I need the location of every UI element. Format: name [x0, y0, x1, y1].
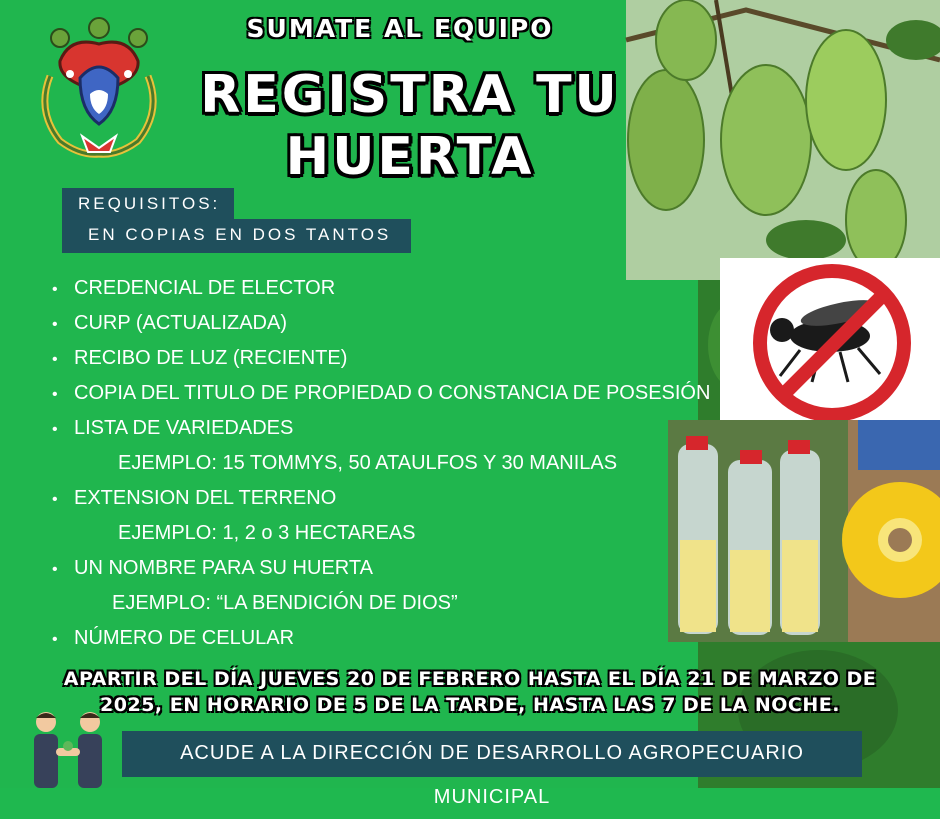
list-item: [52, 307, 702, 342]
list-item: [52, 412, 702, 447]
list-item-text: CURP (ACTUALIZADA): [74, 312, 287, 334]
bullet: •: [52, 491, 58, 508]
title-line-1: REGISTRA TU: [200, 65, 620, 125]
requirements-subheading: EN COPIAS EN DOS TANTOS: [62, 219, 411, 253]
list-item: [52, 622, 702, 657]
requirements-label: [62, 188, 411, 253]
municipal-emblem-icon: [30, 16, 168, 164]
list-item-text: LISTA DE VARIEDADES: [74, 417, 294, 439]
list-item: [52, 342, 702, 377]
requirements-list: [52, 272, 711, 657]
dates-line-1: APARTIR DEL DÍA JUEVES 20 DE FEBRERO HASTA EL DÍA 21 DE MARZO DE: [63, 668, 877, 690]
list-item-text: EXTENSION DEL TERRENO: [74, 487, 337, 509]
bullet: •: [52, 386, 58, 403]
mango-photo: [626, 0, 940, 280]
bullet: •: [52, 316, 58, 333]
list-item: [52, 552, 702, 587]
requirements-heading: REQUISITOS:: [62, 188, 234, 219]
list-item-text: COPIA DEL TITULO DE PROPIEDAD O CONSTANCIA DE POSESIÓN: [74, 382, 711, 404]
list-item-text: RECIBO DE LUZ (RECIENTE): [74, 347, 348, 369]
handshake-people-icon: [26, 708, 112, 788]
no-fly-sign-icon: [720, 258, 940, 428]
list-item-text: CREDENCIAL DE ELECTOR: [74, 277, 336, 299]
list-item: [52, 482, 702, 517]
registration-dates: [30, 666, 910, 718]
list-item-text: NÚMERO DE CELULAR: [74, 627, 295, 649]
fruit-fly-traps-photo: [668, 420, 940, 642]
bullet: •: [52, 351, 58, 368]
bullet: •: [52, 281, 58, 298]
list-example: EJEMPLO: “LA BENDICIÓN DE DIOS”: [112, 592, 458, 614]
cta-banner: ACUDE A LA DIRECCIÓN DE DESARROLLO AGROPECUARIO MUNICIPAL: [122, 731, 862, 777]
list-example: EJEMPLO: 1, 2 o 3 HECTAREAS: [118, 522, 416, 544]
bullet: •: [52, 631, 58, 648]
list-item: [52, 272, 702, 307]
bullet: •: [52, 421, 58, 438]
list-item: [52, 377, 711, 412]
title-line-2: HUERTA: [285, 127, 535, 187]
dates-line-2: 2025, EN HORARIO DE 5 DE LA TARDE, HASTA LAS 7 DE LA NOCHE.: [100, 694, 840, 716]
bullet: •: [52, 561, 58, 578]
list-example: EJEMPLO: 15 TOMMYS, 50 ATAULFOS Y 30 MANILAS: [118, 452, 618, 474]
kicker-text: SUMATE AL EQUIPO: [246, 14, 554, 43]
page-title: [180, 64, 640, 188]
list-item-text: UN NOMBRE PARA SU HUERTA: [74, 557, 373, 579]
